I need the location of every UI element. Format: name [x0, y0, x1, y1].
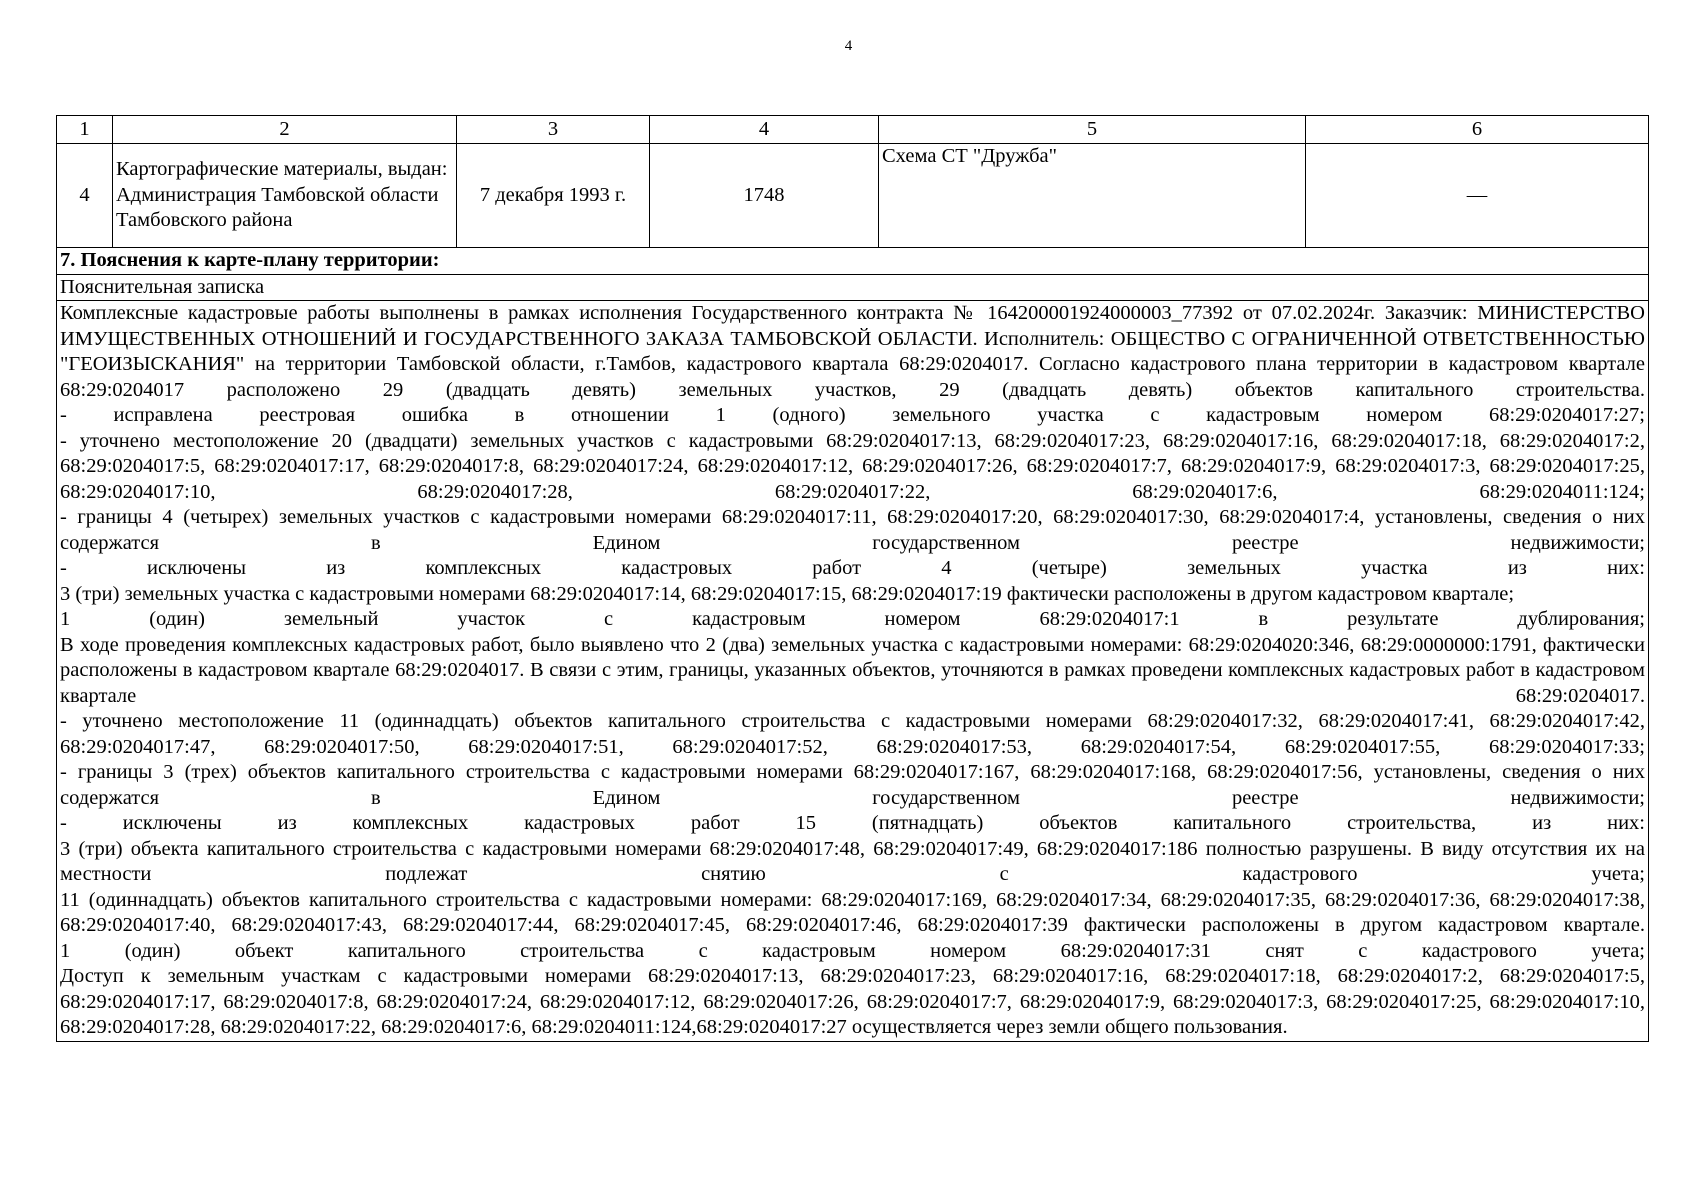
paragraph: Комплексные кадастровые работы выполнены в рамках исполнения Государственного контракта № 164200001924000003_77392 от 07.02.2024г. Заказчик: МИНИСТЕРСТВО ИМУЩЕСТВЕННЫХ ОТНОШЕНИЙ И ГОСУДАРСТВЕННОГО ЗАКАЗА ТАМБОВСКОЙ ОБЛАСТИ. Исполнитель: ОБЩЕСТВО С ОГРАНИЧЕННОЙ ОТВЕТСТВЕННОСТЬЮ "ГЕОИЗЫСКАНИЯ" на территории Тамбовской области, г.Тамбов, кадастрового квартала 68:29:0204017. Согласно кадастрового плана территории в кадастровом квартале 68:29:0204017 расположено 29 (двадцать девять) земельных участков, 29 (двадцать девять) объектов капитального строительства. [60, 302, 1645, 401]
column-header: 3 [457, 116, 650, 144]
column-header: 2 [113, 116, 457, 144]
row-number: 4 [57, 144, 113, 248]
column-header: 4 [650, 116, 879, 144]
paragraph: - исключены из комплексных кадастровых работ 15 (пятнадцать) объектов капитального строительства, из них: [60, 812, 1645, 834]
paragraph: - уточнено местоположение 20 (двадцати) земельных участков с кадастровыми 68:29:0204017:13, 68:29:0204017:23, 68:29:0204017:16, 68:29:0204017:18, 68:29:0204017:2, 68:29:0204017:5, 68:29:0204017:17, 68:29:0204017:8, 68:29:0204017:24, 68:29:0204017:12, 68:29:0204017:26, 68:29:0204017:7, 68:29:0204017:9, 68:29:0204017:3, 68:29:0204017:25, 68:29:0204017:10, 68:29:0204017:28, 68:29:0204017:22, 68:29:0204017:6, 68:29:0204011:124; [60, 429, 1645, 503]
paragraph: 1 (один) земельный участок с кадастровым номером 68:29:0204017:1 в результате дублирования; [60, 608, 1645, 630]
column-header: 6 [1306, 116, 1649, 144]
note-title: Пояснительная записка [57, 274, 1649, 301]
document-note: — [1306, 144, 1649, 248]
page-number: 4 [844, 38, 853, 54]
paragraph: 3 (три) земельных участка с кадастровыми номерами 68:29:0204017:14, 68:29:0204017:15, 68:29:0204017:19 фактически расположены в другом кадастровом квартале; [60, 582, 1515, 605]
table-row [57, 144, 1649, 248]
paragraph: В ходе проведения комплексных кадастровых работ, было выявлено что 2 (два) земельных участка с кадастровыми номерами: 68:29:0204020:346, 68:29:0000000:1791, фактически расположены в кадастровом квартале 68:29:0204017. В связи с этим, границы, указанных объектов, уточняются в рамках проведени комплексных кадастровых работ в кадастровом квартале 68:29:0204017. [60, 633, 1645, 707]
paragraph: 3 (три) объекта капитального строительства с кадастровыми номерами 68:29:0204017:48, 68:29:0204017:49, 68:29:0204017:186 полностью разрушены. В виду отсутствия их на местности подлежат снятию с кадастрового учета; [60, 837, 1645, 885]
paragraph: 11 (одиннадцать) объектов капитального строительства с кадастровыми номерами: 68:29:0204017:169, 68:29:0204017:34, 68:29:0204017:35, 68:29:0204017:36, 68:29:0204017:38, 68:29:0204017:40, 68:29:0204017:43, 68:29:0204017:44, 68:29:0204017:45, 68:29:0204017:46, 68:29:0204017:39 фактически расположены в другом кадастровом квартале. [60, 888, 1645, 936]
document-number: 1748 [650, 144, 879, 248]
document-description: Схема СТ "Дружба" [879, 144, 1306, 248]
paragraph: 1 (один) объект капитального строительства с кадастровым номером 68:29:0204017:31 снят с кадастрового учета; [60, 939, 1645, 962]
section-title: 7. Пояснения к карте-плану территории: [57, 248, 1649, 275]
cadastral-table [56, 115, 1649, 1042]
document-name: Картографические материалы, выдан: Администрация Тамбовской области Тамбовского района [113, 144, 457, 248]
column-header: 1 [57, 116, 113, 144]
document-date: 7 декабря 1993 г. [457, 144, 650, 248]
paragraph: - исправлена реестровая ошибка в отношении 1 (одного) земельного участка с кадастровым номером 68:29:0204017:27; [60, 404, 1645, 426]
table-header-row [57, 116, 1649, 144]
paragraph: - границы 3 (трех) объектов капитального строительства с кадастровыми номерами 68:29:0204017:167, 68:29:0204017:168, 68:29:0204017:56, установлены, сведения о них содержатся в Едином государственном реестре недвижимости; [60, 761, 1645, 809]
explanatory-note-body [57, 301, 1649, 1042]
column-header: 5 [879, 116, 1306, 144]
paragraph: - исключены из комплексных кадастровых работ 4 (четыре) земельных участка из них: [60, 557, 1645, 579]
paragraph: - уточнено местоположение 11 (одиннадцать) объектов капитального строительства с кадастровыми номерами 68:29:0204017:32, 68:29:0204017:41, 68:29:0204017:42, 68:29:0204017:47, 68:29:0204017:50, 68:29:0204017:51, 68:29:0204017:52, 68:29:0204017:53, 68:29:0204017:54, 68:29:0204017:55, 68:29:0204017:33; [60, 710, 1645, 758]
paragraph: Доступ к земельным участкам с кадастровыми номерами 68:29:0204017:13, 68:29:0204017:23, 68:29:0204017:16, 68:29:0204017:18, 68:29:0204017:2, 68:29:0204017:5, 68:29:0204017:17, 68:29:0204017:8, 68:29:0204017:24, 68:29:0204017:12, 68:29:0204017:26, 68:29:0204017:7, 68:29:0204017:9, 68:29:0204017:3, 68:29:0204017:25, 68:29:0204017:10, 68:29:0204017:28, 68:29:0204017:22, 68:29:0204017:6, 68:29:0204011:124,68:29:0204017:27 осуществляется через земли общего пользования. [60, 965, 1645, 1038]
paragraph: - границы 4 (четырех) земельных участков с кадастровыми номерами 68:29:0204017:11, 68:29:0204017:20, 68:29:0204017:30, 68:29:0204017:4, установлены, сведения о них содержатся в Едином государственном реестре недвижимости; [60, 506, 1645, 554]
